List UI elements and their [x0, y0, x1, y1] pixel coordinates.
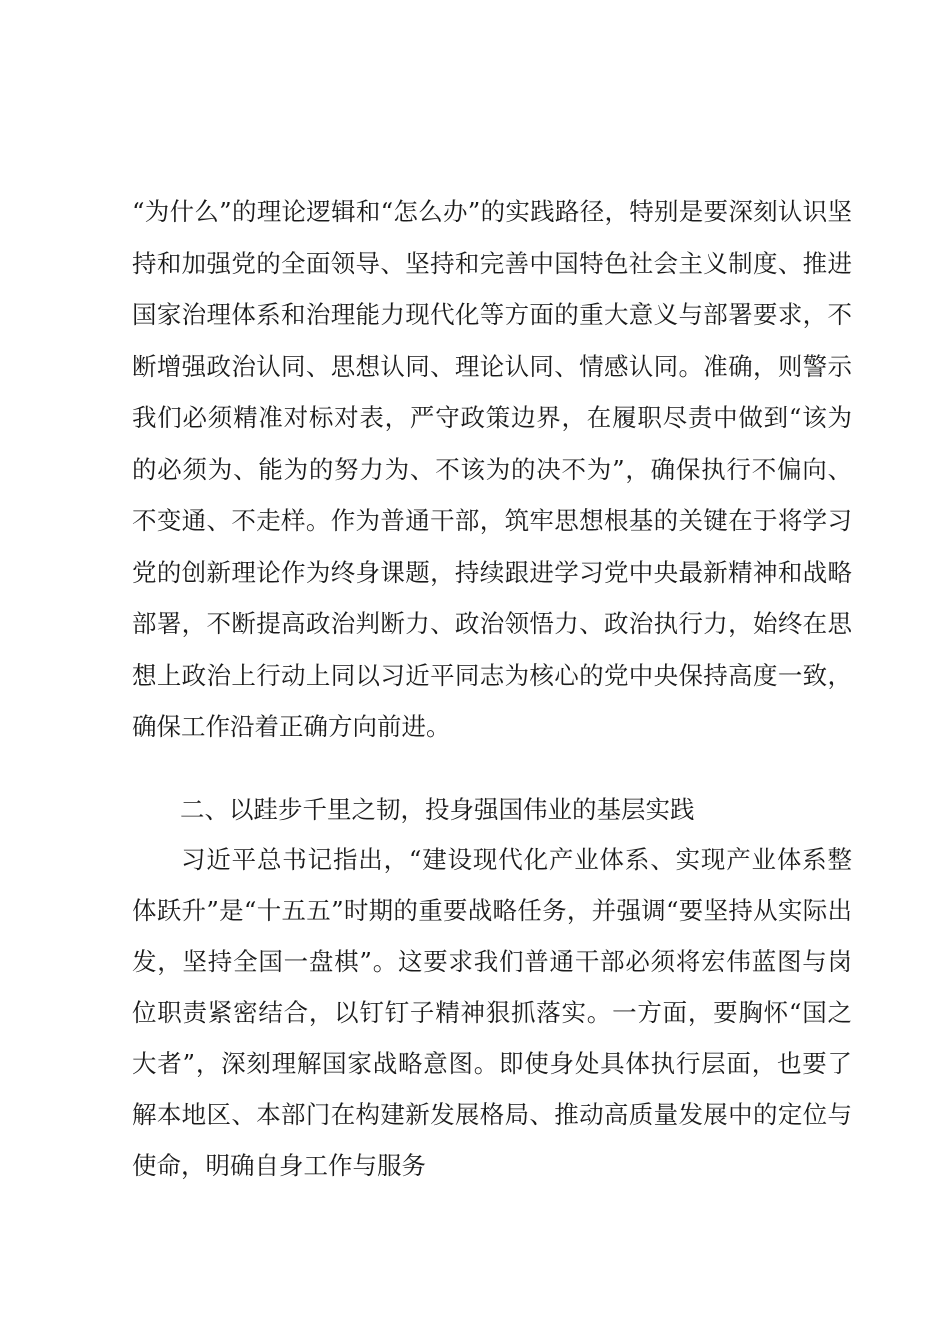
- body-paragraph-2: 习近平总书记指出，“建设现代化产业体系、实现产业体系整体跃升”是“十五五”时期的重要战略任务，并强调“要坚持从实际出发，坚持全国一盘棋”。这要求我们普通干部必须将宏伟蓝图与岗位职责紧密结合，以钉钉子精神狠抓落实。一方面，要胸怀“国之大者”，深刻理解国家战略意图。即使身处具体执行层面，也要了解本地区、本部门在构建新发展格局、推动高质量发展中的定位与使命，明确自身工作与服务: [132, 845, 852, 1180]
- section-heading-2: 二、以跬步千里之韧，投身强国伟业的基层实践: [180, 795, 695, 824]
- body-paragraph-1: “为什么”的理论逻辑和“怎么办”的实践路径，特别是要深刻认识坚持和加强党的全面领导、坚持和完善中国特色社会主义制度、推进国家治理体系和治理能力现代化等方面的重大意义与部署要求，不断增强政治认同、思想认同、理论认同、情感认同。准确，则警示我们必须精准对标对表，严守政策边界，在履职尽责中做到“该为的必须为、能为的努力为、不该为的决不为”，确保执行不偏向、不变通、不走样。作为普通干部，筑牢思想根基的关键在于将学习党的创新理论作为终身课题，持续跟进学习党中央最新精神和战略部署，不断提高政治判断力、政治领悟力、政治执行力，始终在思想上政治上行动上同以习近平同志为核心的党中央保持高度一致，确保工作沿着正确方向前进。: [132, 197, 852, 741]
